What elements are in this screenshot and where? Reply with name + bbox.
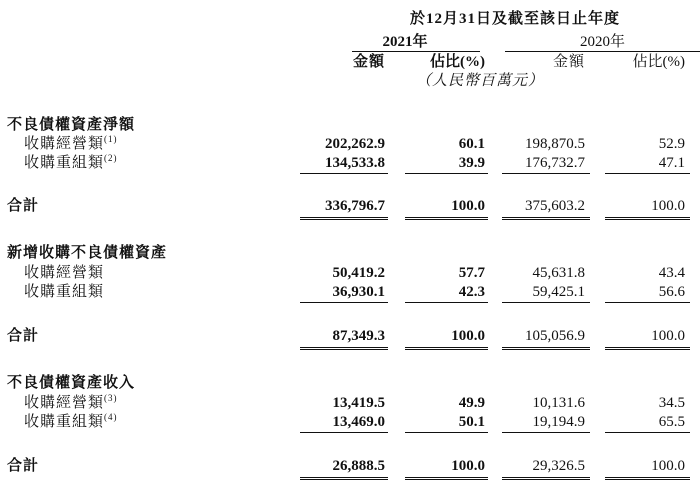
row-label: 收購重組類$^{(2)}$: [24, 153, 118, 171]
subtotal-rule: [605, 302, 690, 303]
row-label: 收購重組類$^{(4)}$: [24, 412, 118, 430]
value-2020: 45,631.8: [532, 265, 585, 281]
total-value-2020: 375,603.2: [525, 198, 585, 214]
pct-2021: 50.1: [458, 414, 485, 430]
total-value-2020: 105,056.9: [525, 328, 585, 344]
total-double-rule: [502, 477, 590, 480]
total-double-rule: [605, 477, 690, 480]
subtotal-rule: [300, 432, 388, 433]
total-label: 合計: [7, 328, 40, 344]
pct-2020: 34.5: [658, 395, 685, 411]
section-title: 新增收購不良債權資產: [7, 245, 168, 261]
pct-2021: 57.7: [458, 265, 485, 281]
total-pct-2020: 100.0: [651, 198, 685, 214]
pct-2020: 56.6: [658, 284, 685, 300]
value-2020: 198,870.5: [525, 136, 585, 152]
total-value-2021: 26,888.5: [332, 458, 385, 474]
total-double-rule: [605, 347, 690, 350]
total-double-rule: [405, 347, 488, 350]
total-pct-2021: 100.0: [451, 198, 485, 214]
col-pct-2021: 佔比(%): [430, 54, 485, 70]
subtotal-rule: [300, 302, 388, 303]
pct-2020: 47.1: [658, 155, 685, 171]
total-value-2021: 336,796.7: [325, 198, 385, 214]
subtotal-rule: [405, 173, 488, 174]
pct-2021: 60.1: [458, 136, 485, 152]
col-amount-2021: 金額: [352, 54, 385, 70]
value-2020: 19,194.9: [532, 414, 585, 430]
subtotal-rule: [502, 173, 590, 174]
total-double-rule: [502, 217, 590, 220]
section-title: 不良債權資產淨額: [7, 117, 136, 133]
total-double-rule: [300, 217, 388, 220]
value-2021: 134,533.8: [325, 155, 385, 171]
total-value-2020: 29,326.5: [532, 458, 585, 474]
row-label: 收購重組類: [24, 284, 105, 300]
total-label: 合計: [7, 458, 40, 474]
total-double-rule: [405, 477, 488, 480]
row-label: 收購經營類$^{(3)}$: [24, 393, 118, 411]
total-label: 合計: [7, 198, 40, 214]
section-title: 不良債權資產收入: [7, 375, 136, 391]
row-label: 收購經營類$^{(1)}$: [24, 134, 118, 152]
subtotal-rule: [502, 432, 590, 433]
subtotal-rule: [300, 173, 388, 174]
value-2021: 13,469.0: [332, 414, 385, 430]
value-2021: 13,419.5: [332, 395, 385, 411]
subtotal-rule: [405, 432, 488, 433]
row-label: 收購經營類: [24, 265, 105, 281]
pct-2020: 65.5: [658, 414, 685, 430]
total-pct-2021: 100.0: [451, 328, 485, 344]
pct-2020: 52.9: [658, 136, 685, 152]
year-2020-header: 2020年: [579, 34, 625, 50]
value-2021: 36,930.1: [332, 284, 385, 300]
subtotal-rule: [605, 432, 690, 433]
year-2021-underline: [352, 51, 480, 52]
total-double-rule: [605, 217, 690, 220]
subtotal-rule: [405, 302, 488, 303]
total-pct-2020: 100.0: [651, 328, 685, 344]
total-double-rule: [300, 347, 388, 350]
pct-2021: 49.9: [458, 395, 485, 411]
period-header: 於12月31日及截至該日止年度: [409, 11, 620, 27]
value-2021: 50,419.2: [332, 265, 385, 281]
total-double-rule: [502, 347, 590, 350]
value-2020: 59,425.1: [532, 284, 585, 300]
year-2021-header: 2021年: [382, 34, 428, 50]
total-pct-2020: 100.0: [651, 458, 685, 474]
total-pct-2021: 100.0: [451, 458, 485, 474]
col-amount-2020: 金額: [552, 54, 585, 70]
subtotal-rule: [502, 302, 590, 303]
total-double-rule: [300, 477, 388, 480]
value-2020: 176,732.7: [525, 155, 585, 171]
year-2020-underline: [505, 51, 700, 52]
pct-2020: 43.4: [658, 265, 685, 281]
unit-label: （人民幣百萬元）: [415, 73, 544, 89]
value-2021: 202,262.9: [325, 136, 385, 152]
total-value-2021: 87,349.3: [332, 328, 385, 344]
value-2020: 10,131.6: [532, 395, 585, 411]
pct-2021: 42.3: [458, 284, 485, 300]
pct-2021: 39.9: [458, 155, 485, 171]
subtotal-rule: [605, 173, 690, 174]
col-pct-2020: 佔比(%): [632, 54, 685, 70]
total-double-rule: [405, 217, 488, 220]
